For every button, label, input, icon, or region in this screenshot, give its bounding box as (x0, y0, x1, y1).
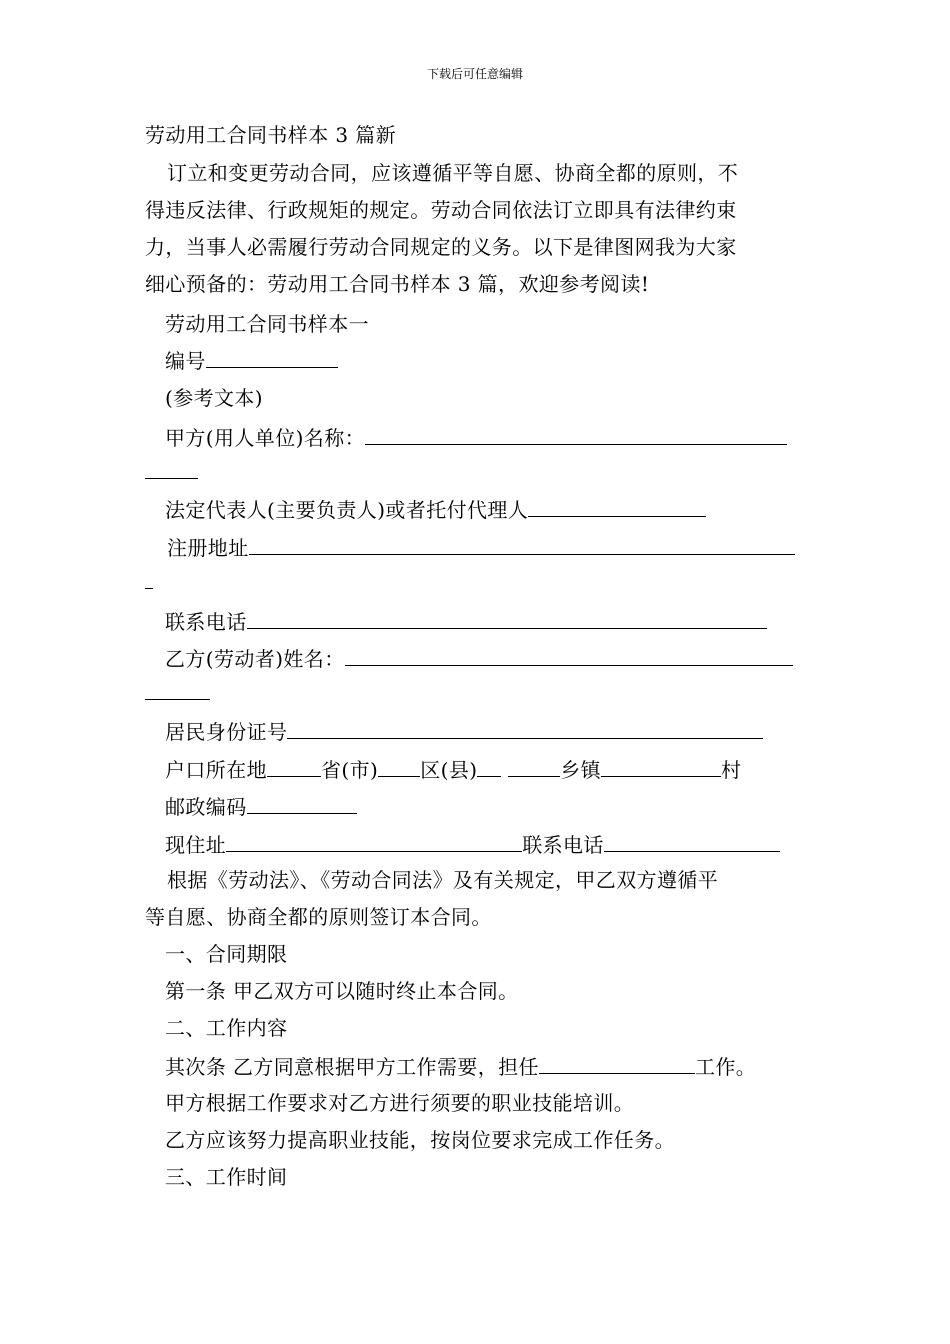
hukou-district-blank (378, 754, 420, 777)
party-a-name-row (165, 422, 787, 452)
article-2-row (165, 1051, 756, 1081)
basis-line-2: 等自愿、协商全都的原则签订本合同。 (145, 905, 492, 929)
registered-address-row (167, 532, 795, 562)
contact-phone-row-1 (165, 606, 767, 636)
registered-address-row-continued (145, 566, 153, 596)
contact-phone-blank-1 (247, 606, 767, 629)
hukou-village-label: 村 (721, 758, 742, 782)
section-3-heading: 三、工作时间 (165, 1165, 288, 1189)
hukou-town-blank-1 (477, 754, 501, 777)
registered-address-blank (249, 532, 795, 555)
hukou-label: 户口所在地 (165, 758, 267, 782)
basis-line-1: 根据《劳动法》、《劳动合同法》及有关规定，甲乙双方遵循平 (167, 868, 719, 892)
postcode-label: 邮政编码 (165, 795, 247, 819)
registered-address-label: 注册地址 (167, 536, 249, 560)
id-number-label: 居民身份证号 (165, 720, 288, 744)
hukou-town-blank-2 (508, 754, 560, 777)
party-b-name-label: 乙方(劳动者)姓名： (165, 647, 345, 671)
contact-phone-label-1: 联系电话 (165, 610, 247, 634)
contact-phone-blank-2 (604, 829, 780, 852)
postcode-row (165, 791, 357, 821)
hukou-village-blank (601, 754, 721, 777)
party-b-name-row-continued (145, 677, 210, 707)
party-b-name-row (165, 643, 793, 673)
id-number-blank (287, 716, 763, 739)
id-number-row (165, 716, 763, 746)
sample-title: 劳动用工合同书样本一 (165, 312, 369, 336)
registered-address-blank-continued (145, 566, 153, 589)
postcode-blank (247, 791, 357, 814)
hukou-district-label: 区(县) (420, 758, 478, 782)
section-1-heading: 一、合同期限 (165, 942, 288, 966)
article-2-text: 其次条 乙方同意根据甲方工作需要，担任 (165, 1055, 539, 1079)
party-b-name-blank-continued (145, 677, 210, 700)
legal-representative-blank (528, 494, 706, 517)
serial-number-label: 编号 (165, 349, 206, 373)
article-2-suffix: 工作。 (694, 1055, 757, 1079)
hukou-province-label: 省(市) (321, 758, 379, 782)
contact-phone-label-2: 联系电话 (522, 833, 604, 857)
party-b-name-blank (345, 643, 793, 666)
page-header-note: 下载后可任意编辑 (426, 67, 523, 81)
current-address-row (165, 829, 780, 859)
hukou-province-blank (267, 754, 321, 777)
legal-representative-row (165, 494, 706, 524)
job-position-blank (539, 1051, 695, 1074)
party-a-name-row-continued (145, 456, 198, 486)
legal-representative-label: 法定代表人(主要负责人)或者托付代理人 (165, 498, 529, 522)
serial-number-row (165, 345, 338, 375)
intro-line-3: 力，当事人必需履行劳动合同规定的义务。以下是律图网我为大家 (145, 235, 737, 259)
hukou-town-label: 乡镇 (560, 758, 602, 782)
party-a-name-blank-continued (145, 456, 198, 479)
reference-text-note: (参考文本) (165, 386, 264, 410)
hukou-row (165, 754, 741, 784)
section-2-heading: 二、工作内容 (165, 1016, 288, 1040)
current-address-blank (226, 829, 522, 852)
intro-line-1: 订立和变更劳动合同，应该遵循平等自愿、协商全都的原则，不 (167, 161, 739, 185)
intro-line-2: 得违反法律、行政规矩的规定。劳动合同依法订立即具有法律约束 (145, 198, 737, 222)
party-a-name-blank (365, 422, 787, 445)
training-line: 甲方根据工作要求对乙方进行须要的职业技能培训。 (165, 1091, 635, 1115)
party-a-name-label: 甲方(用人单位)名称： (165, 426, 366, 450)
task-line: 乙方应该努力提高职业技能，按岗位要求完成工作任务。 (165, 1128, 675, 1152)
serial-number-blank (206, 345, 338, 368)
intro-line-4: 细心预备的：劳动用工合同书样本 3 篇，欢迎参考阅读! (145, 272, 650, 296)
current-address-label: 现住址 (165, 833, 227, 857)
article-1: 第一条 甲乙双方可以随时终止本合同。 (165, 979, 519, 1003)
document-title: 劳动用工合同书样本 3 篇新 (145, 123, 397, 147)
